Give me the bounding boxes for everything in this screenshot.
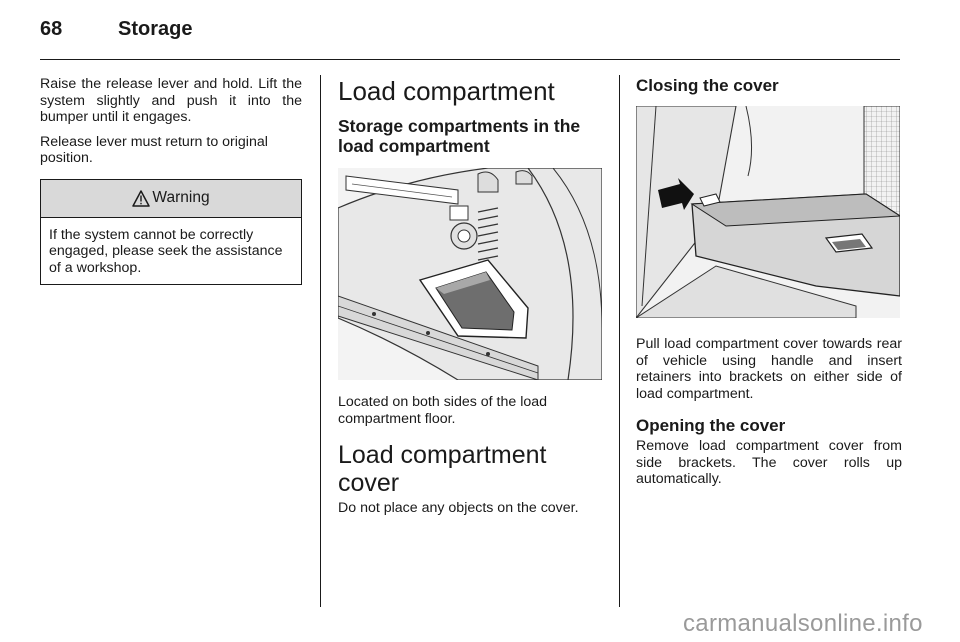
warning-triangle-icon: [132, 190, 150, 207]
release-lever-paragraph: Release lever must return to original position.: [40, 133, 268, 166]
warning-title: Warning: [152, 189, 210, 206]
storage-compartments-heading: Storage compartments in the load compartment: [338, 116, 581, 156]
load-compartment-cover-heading: Load compartment cover: [338, 441, 547, 497]
column-1: [40, 76, 302, 285]
column-2: [338, 76, 604, 525]
closing-cover-text: Pull load compartment cover towards rear of vehicle using handle and insert retainers into brackets on either side of load compartment.: [636, 336, 902, 402]
column-3: [636, 76, 902, 496]
warning-header: [41, 180, 301, 218]
opening-cover-heading: Opening the cover: [636, 416, 786, 435]
warning-box: [40, 179, 302, 286]
warning-text: If the system cannot be correctly engaged, please seek the assistance of a workshop.: [49, 226, 283, 276]
page-number: 68: [40, 18, 63, 40]
page-header: [40, 18, 192, 41]
watermark: carmanualsonline.info: [683, 610, 923, 637]
header-rule: [40, 59, 900, 60]
column-divider-1: [320, 75, 321, 607]
column-divider-2: [619, 75, 620, 607]
instruction-paragraph: Raise the release lever and hold. Lift the system slightly and push it into the bumper until it engages.: [40, 76, 302, 125]
storage-caption: Located on both sides of the load compartment floor.: [338, 394, 548, 427]
storage-compartment-illustration: [338, 168, 602, 380]
closing-cover-heading: Closing the cover: [636, 76, 779, 95]
load-cover-illustration: [636, 106, 900, 318]
section-title: Storage: [118, 18, 193, 40]
opening-cover-text: Remove load compartment cover from side brackets. The cover rolls up automatically.: [636, 438, 902, 487]
load-compartment-heading: Load compartment: [338, 76, 555, 106]
cover-instruction: Do not place any objects on the cover.: [338, 500, 579, 516]
